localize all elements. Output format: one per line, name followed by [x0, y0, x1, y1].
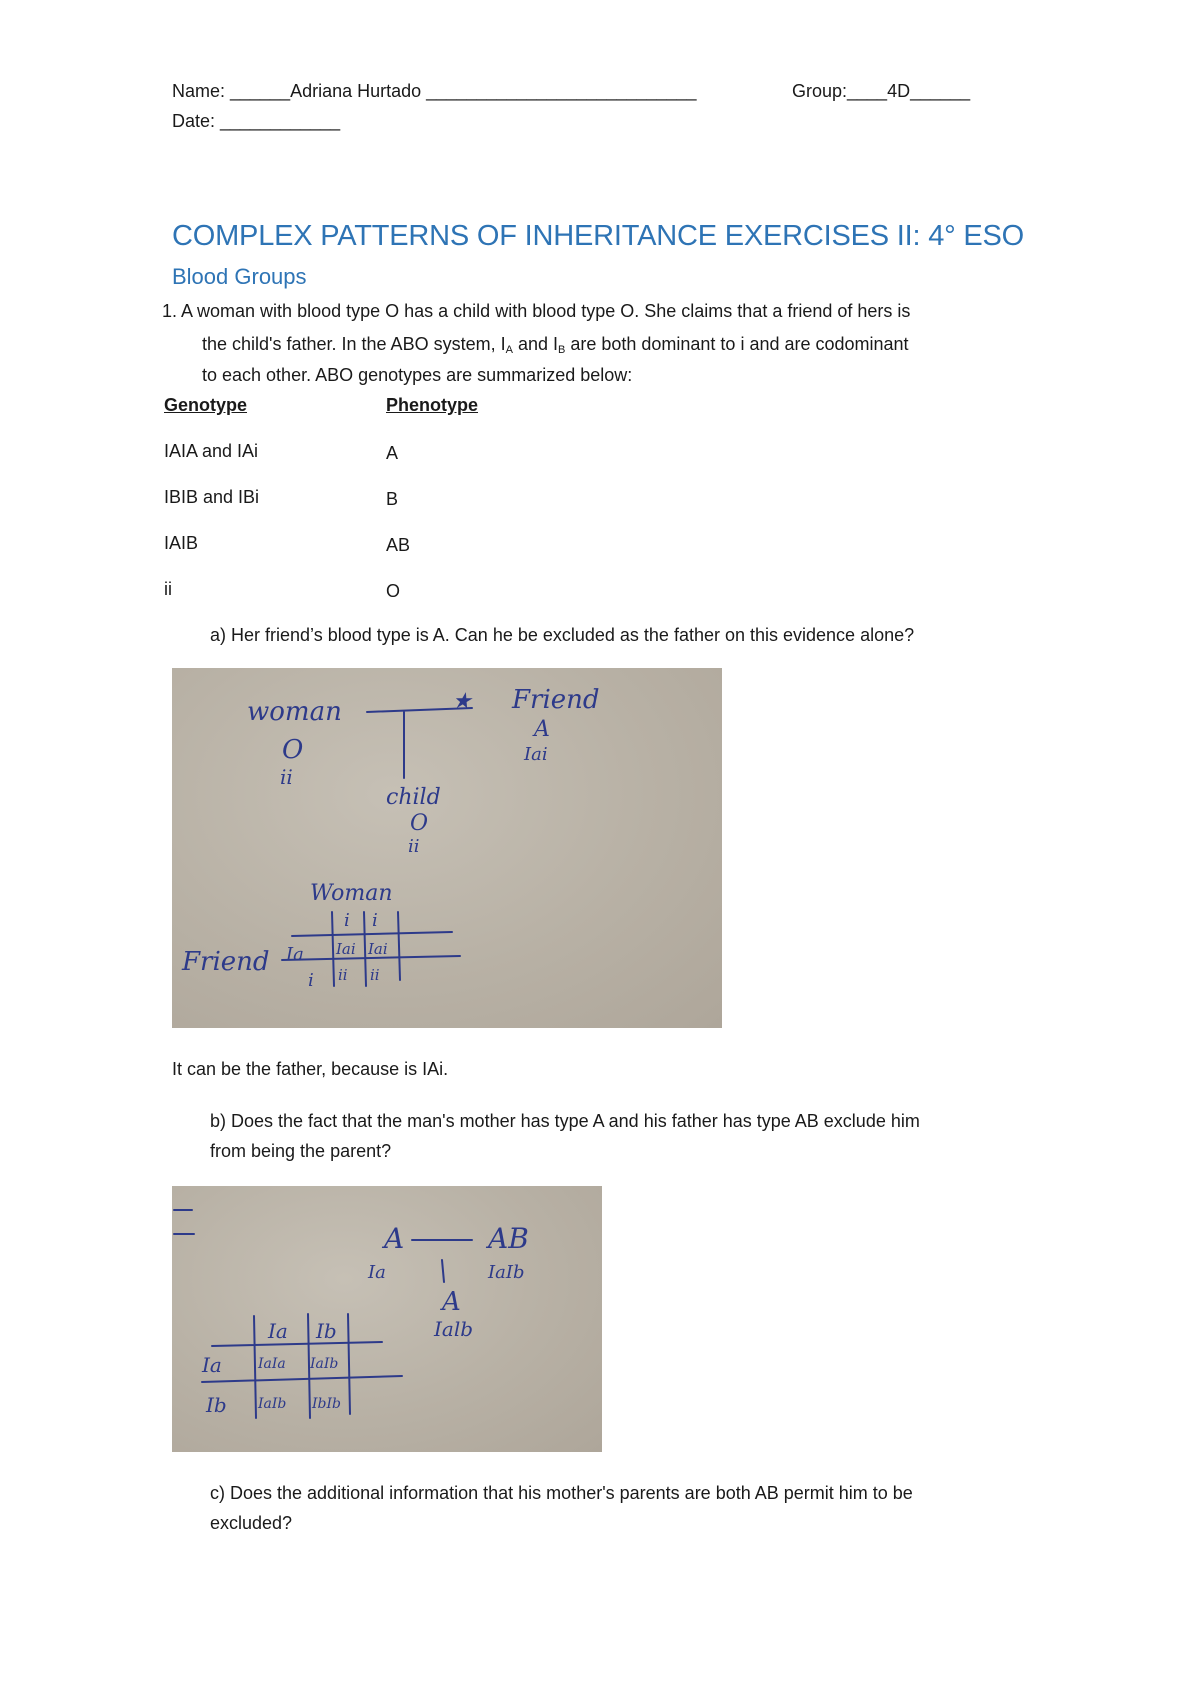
friend-type: A — [534, 717, 550, 742]
handwritten-photo-2 — [172, 1186, 602, 1452]
question-b-line1: b) Does the fact that the man's mother has type A and his father has type AB exclude him — [210, 1111, 920, 1131]
grid-col-2: i — [372, 910, 378, 931]
name-line: Name: ______Adriana Hurtado ___________________________ — [172, 81, 697, 101]
grid-cell: ii — [338, 966, 348, 984]
answer-a: It can be the father, because is IAi. — [172, 1059, 449, 1079]
grid-row-1: Ia — [286, 944, 304, 965]
grid-top-label: Woman — [310, 881, 393, 906]
phenotype-cell: O — [386, 581, 401, 601]
grid2-cell: IaIa — [258, 1356, 286, 1372]
child-label: child — [386, 785, 441, 810]
svg-text:★: ★ — [452, 689, 472, 714]
father-type: AB — [488, 1222, 529, 1255]
handwritten-photo-1 — [172, 668, 722, 1028]
question-c-line1: c) Does the additional information that his mother's parents are both AB permit him to be — [210, 1483, 913, 1503]
grid2-col-1: Ia — [268, 1319, 288, 1343]
genotype-cell: IAIA and IAi — [164, 441, 259, 461]
grid2-row-2: Ib — [206, 1393, 227, 1417]
question1-line3: to each other. ABO genotypes are summarized below: — [202, 365, 633, 385]
grid-cell: Iai — [368, 940, 388, 958]
woman-label: woman — [247, 697, 342, 727]
father-genotype: IaIb — [488, 1262, 525, 1283]
woman-type: O — [282, 735, 304, 765]
grid-cell: Iai — [336, 940, 356, 958]
grid2-cell: IaIb — [258, 1396, 287, 1412]
grid2-cell: IaIb — [310, 1356, 339, 1372]
question-a: a) Her friend’s blood type is A. Can he be excluded as the father on this evidence alone? — [210, 625, 915, 645]
question1-line1: 1. A woman with blood type O has a child with blood type O. She claims that a friend of hers is — [162, 301, 911, 321]
mother-type: A — [384, 1222, 405, 1255]
question-b-line2: from being the parent? — [210, 1141, 392, 1161]
grid-col-1: i — [344, 910, 350, 931]
phenotype-column-header: Phenotype — [386, 395, 479, 415]
phenotype-cell: AB — [386, 535, 411, 555]
section-heading: Blood Groups — [172, 264, 307, 289]
child-genotype: ii — [408, 836, 420, 857]
grid-cell: ii — [370, 966, 380, 984]
genotype-column-header: Genotype — [164, 395, 248, 415]
friend-label: Friend — [512, 685, 600, 715]
mother-genotype: Ia — [368, 1262, 386, 1283]
child-type: A — [442, 1287, 461, 1317]
genotype-cell: IAIB — [164, 533, 199, 553]
genotype-cell: ii — [164, 579, 172, 599]
child-type: O — [410, 811, 429, 836]
grid-left-label: Friend — [182, 947, 270, 977]
genotype-cell: IBIB and IBi — [164, 487, 260, 507]
woman-genotype: ii — [280, 765, 293, 789]
phenotype-cell: A — [386, 443, 399, 463]
question1-line2: the child's father. In the ABO system, $I_A$ and $I_B$ are both dominant to i and are codominant — [202, 334, 909, 356]
grid2-col-2: Ib — [316, 1319, 337, 1343]
child-genotype: Ialb — [434, 1317, 474, 1341]
question-c-line2: excluded? — [210, 1513, 293, 1533]
grid2-cell: IbIb — [312, 1396, 341, 1412]
grid2-row-1: Ia — [202, 1353, 222, 1377]
phenotype-cell: B — [386, 489, 399, 509]
document-title: COMPLEX PATTERNS OF INHERITANCE EXERCISES II: 4° ESO — [172, 220, 1025, 252]
date-line: Date: ____________ — [172, 111, 341, 131]
grid-row-2: i — [308, 970, 314, 991]
friend-genotype: Iai — [524, 744, 548, 765]
group-line: Group:____4D______ — [792, 81, 971, 101]
